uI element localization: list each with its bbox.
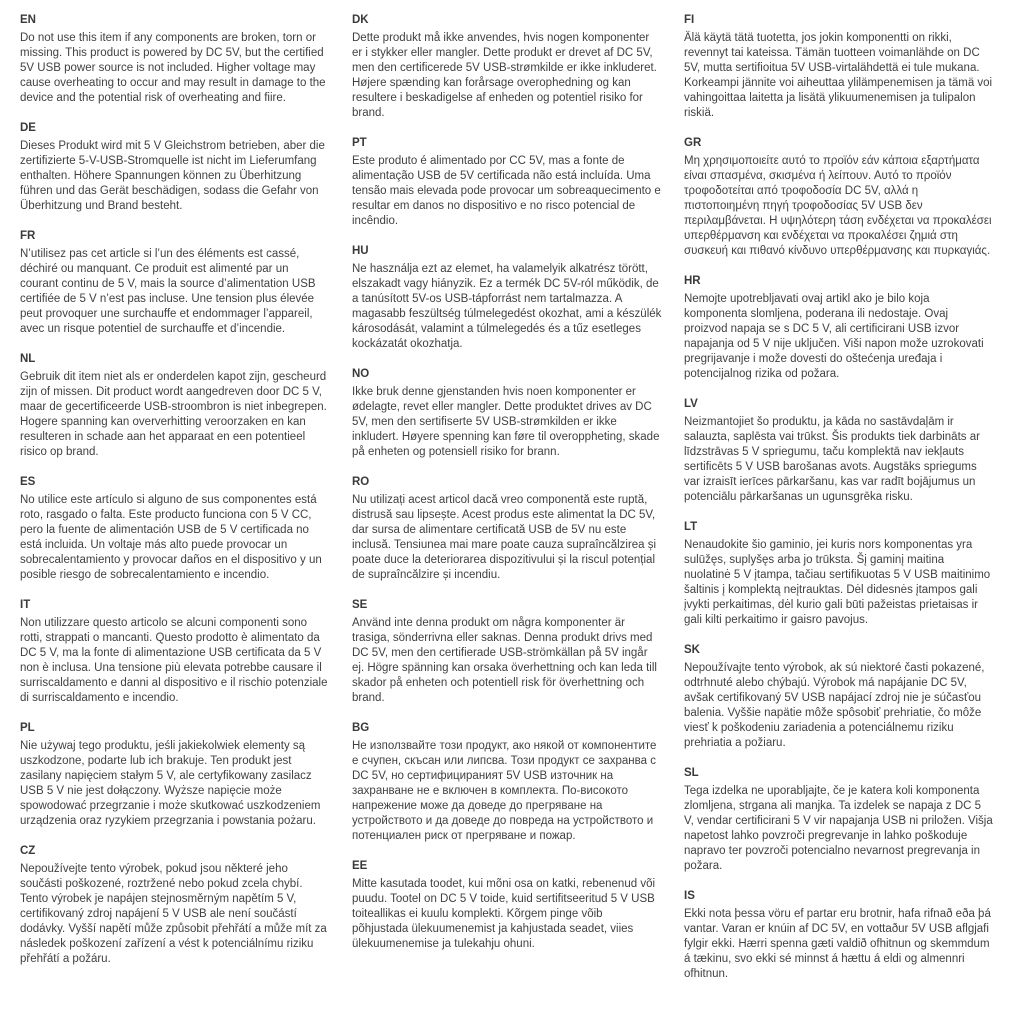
column-3 — [684, 13, 994, 997]
lang-paragraph: Μη χρησιμοποιείτε αυτό το προϊόν εάν κάποια εξαρτήματα είναι σπασμένα, σκισμένα ή λείπουν. Αυτό το προϊόν τροφοδοτείται από τροφοδοσία DC 5V, αλλά η πιστοποιημένη πηγή τροφοδοσίας 5V USB δεν περιλαμβάνεται. Η υψηλότερη τάση ενδέχεται να προκαλέσει υπερθέρμανση και ενδέχεται να προκαλέσει ζημιά στη συσκευή και πιθανό κίνδυνο υπερθέρμανσης και πυρκαγιάς. — [684, 155, 992, 257]
lang-paragraph: Använd inte denna produkt om några komponenter är trasiga, sönderrivna eller saknas. Denna produkt drivs med DC 5V, men den certifierade USB-strömkällan på 5V ingår ej. Högre spänning kan orsaka överhettning och kan leda till skador på enheten och potentiell risk för överhettning och brand. — [352, 617, 657, 704]
lang-section-fr — [20, 229, 330, 337]
lang-section-bg — [352, 721, 662, 844]
lang-section-es — [20, 475, 330, 583]
lang-section-lv — [684, 397, 994, 505]
lang-paragraph: Este produto é alimentado por CC 5V, mas a fonte de alimentação USB de 5V certificada não está incluída. Uma tensão mais elevada pode provocar um sobreaquecimento e resultar em danos no dispositivo e no risco potencial de incêndio. — [352, 155, 661, 227]
column-2 — [352, 13, 662, 997]
lang-section-se — [352, 598, 662, 706]
lang-paragraph: Nenaudokite šio gaminio, jei kuris nors komponentas yra sulūžęs, suplyšęs arba jo trūksta. Šį gaminį maitina nuolatinė 5 V įtampa, tačiau sertifikuotas 5 V USB maitinimo šaltinis į komplektą neįtrauktas. Dėl didesnės įtampos gali įvykti perkaitimas, dėl kurio gali būti pažeistas prietaisas ir gali kilti perkaitimo ir gaisro pavojus. — [684, 539, 991, 626]
lang-section-ee — [352, 859, 662, 952]
lang-code-heading: HU — [352, 245, 369, 257]
lang-code-heading: NL — [20, 353, 36, 365]
lang-section-dk — [352, 13, 662, 121]
lang-section-gr — [684, 136, 994, 259]
lang-section-no — [352, 367, 662, 460]
lang-section-en — [20, 13, 330, 106]
lang-code-heading: SK — [684, 644, 700, 656]
column-1 — [20, 13, 330, 997]
lang-section-ro — [352, 475, 662, 583]
lang-code-heading: SL — [684, 767, 699, 779]
lang-code-heading: IT — [20, 599, 31, 611]
lang-code-heading: DK — [352, 14, 369, 26]
lang-section-hr — [684, 274, 994, 382]
lang-code-heading: HR — [684, 275, 701, 287]
lang-paragraph: Tega izdelka ne uporabljajte, če je katera koli komponenta zlomljena, strgana ali manjka. Ta izdelek se napaja z DC 5 V, vendar certificirani 5 V vir napajanja USB ni priložen. Višja napetost lahko povzroči pregrevanje in lahko poškoduje napravo ter povzroči potencialno nevarnost pregrevanja in požara. — [684, 785, 993, 872]
lang-section-is — [684, 889, 994, 982]
lang-section-fi — [684, 13, 994, 121]
lang-paragraph: Ekki nota þessa vöru ef partar eru brotnir, hafa rifnað eða þá vantar. Varan er knúin af DC 5V, en vottaður 5V USB aflgjafi fylgir ekki. Hærri spenna gæti valdið ofhitnun og skemmdum á tækinu, svo ekki sé minnst á hættu á eldi og almennri ofhitnun. — [684, 908, 991, 980]
lang-paragraph: Dieses Produkt wird mit 5 V Gleichstrom betrieben, aber die zertifizierte 5-V-USB-Stromquelle ist nicht im Lieferumfang enthalten. Höhere Spannungen können zu Überhitzung führen und das Gerät beschädigen, sodass die Gefahr von Überhitzung und Brand besteht. — [20, 140, 325, 212]
lang-paragraph: No utilice este artículo si alguno de sus componentes está roto, rasgado o falta. Este producto funciona con 5 V CC, pero la fuente de alimentación USB de 5 V certificada no está incluida. Un voltaje más alto puede provocar un sobrecalentamiento y provocar daños en el dispositivo y un posible riesgo de sobrecalentamiento e incendio. — [20, 494, 322, 581]
lang-paragraph: Nemojte upotrebljavati ovaj artikl ako je bilo koja komponenta slomljena, poderana ili nedostaje. Ovaj proizvod napaja se s DC 5 V, ali certificirani USB izvor napajanja od 5 V nije uključen. Viši napon može uzrokovati pregrijavanje i može dovesti do oštećenja uređaja i potencijalnog rizika od požara. — [684, 293, 984, 380]
lang-paragraph: Neizmantojiet šo produktu, ja kāda no sastāvdaļām ir salauzta, saplēsta vai trūkst. Šis produkts tiek darbināts ar līdzstrāvas 5 V spriegumu, taču komplektā nav iekļauts sertificēts 5 V USB barošanas avots. Augstāks spriegums var izraisīt ierīces pārkaršanu, kas var radīt bojājumus un potenciālu pārkaršanas un ugunsgrēka risku. — [684, 416, 980, 503]
lang-code-heading: BG — [352, 722, 370, 734]
lang-section-pl — [20, 721, 330, 829]
lang-section-nl — [20, 352, 330, 460]
lang-section-lt — [684, 520, 994, 628]
lang-section-it — [20, 598, 330, 706]
lang-paragraph: Älä käytä tätä tuotetta, jos jokin komponentti on rikki, revennyt tai kateissa. Tämän tuotteen voimanlähde on DC 5V, mutta sertifioitua 5V USB-virtalähdettä ei tule mukana. Korkeampi jännite voi aiheuttaa ylilämpenemisen ja tämä voi vahingoittaa laitetta ja lisätä ylikuumenemisen ja tulipalon riskiä. — [684, 32, 993, 119]
lang-paragraph: Do not use this item if any components are broken, torn or missing. This product is powered by DC 5V, but the certified 5V USB power source is not included. Higher voltage may cause overheating to occur and may result in damage to the device and the potential risk of overheating and fiire. — [20, 32, 326, 104]
lang-code-heading: LT — [684, 521, 698, 533]
lang-code-heading: FI — [684, 14, 695, 26]
lang-section-pt — [352, 136, 662, 229]
lang-code-heading: LV — [684, 398, 698, 410]
lang-paragraph: Ikke bruk denne gjenstanden hvis noen komponenter er ødelagte, revet eller mangler. Dette produktet drives av DC 5V, men den sertifiserte 5V USB-strømkilden er ikke inkludert. Høyere spenning kan føre til overoppheting, skade på enheten og potensiell risiko for brann. — [352, 386, 660, 458]
lang-code-heading: CZ — [20, 845, 36, 857]
lang-section-sk — [684, 643, 994, 751]
lang-paragraph: Nu utilizați acest articol dacă vreo componentă este ruptă, distrusă sau lipsește. Acest produs este alimentat la DC 5V, dar sursa de alimentare certificată USB de 5V nu este inclusă. Tensiunea mai mare poate cauza supraîncălzirea și poate duce la deteriorarea dispozitivului și la riscul potențial de supraîncălzire și incendiu. — [352, 494, 657, 581]
lang-paragraph: Mitte kasutada toodet, kui mõni osa on katki, rebenenud või puudu. Tootel on DC 5 V toide, kuid sertifitseeritud 5 V USB toiteallikas ei kuulu komplekti. Kõrgem pinge võib põhjustada ülekuumenemist ja kahjustada seadet, viies ülekuumenemise ja tulekahju ohuni. — [352, 878, 656, 950]
lang-paragraph: Non utilizzare questo articolo se alcuni componenti sono rotti, strappati o mancanti. Questo prodotto è alimentato da DC 5 V, ma la fonte di alimentazione USB certificata da 5 V non è inclusa. Una tensione più elevata potrebbe causare il surriscaldamento e danni al dispositivo e il rischio potenziale di surriscaldamento e incendio. — [20, 617, 328, 704]
lang-code-heading: SE — [352, 599, 368, 611]
lang-paragraph: Dette produkt må ikke anvendes, hvis nogen komponenter er i stykker eller mangler. Dette produkt er drevet af DC 5V, men den certificerede 5V USB-strømkilde er ikke inkluderet. Højere spænding kan forårsage overophedning og kan resultere i beskadigelse af enheden og potentiel risiko for brand. — [352, 32, 657, 119]
lang-code-heading: IS — [684, 890, 695, 902]
lang-paragraph: Не използвайте този продукт, ако някой от компонентите е счупен, скъсан или липсва. Този продукт се захранва с DC 5V, но сертифицираният 5V USB източник на захранване не е включен в комплекта. По-високото напрежение може да доведе до прегряване на устройството и да доведе до повреда на устройството и потенциален риск от прегряване и пожар. — [352, 740, 657, 842]
lang-paragraph: Ne használja ezt az elemet, ha valamelyik alkatrész törött, elszakadt vagy hiányzik. Ez a termék DC 5V-ról működik, de a tanúsított 5V-os USB-tápforrást nem tartalmazza. A magasabb feszültség túlmelegedést okozhat, ami a készülék károsodását, valamint a túlmelegedés és a tűz esetleges kockázatát okozhatja. — [352, 263, 662, 350]
lang-paragraph: Nepoužívejte tento výrobek, pokud jsou některé jeho součásti poškozené, roztržené nebo pokud zcela chybí. Tento výrobek je napájen stejnosměrným napětím 5 V, certifikovaný zdroj napájení 5 V USB ale není součástí dodávky. Vyšší napětí může způsobit přehřátí a může mít za následek poškození zařízení a vést k potenciálnímu riziku přehřátí a požáru. — [20, 863, 327, 965]
lang-code-heading: FR — [20, 230, 36, 242]
lang-paragraph: Nie używaj tego produktu, jeśli jakiekolwiek elementy są uszkodzone, podarte lub ich brakuje. Ten produkt jest zasilany napięciem stałym 5 V, ale certyfikowany zasilacz USB 5 V nie jest dołączony. Wyższe napięcie może spowodować przegrzanie i może skutkować uszkodzeniem urządzenia oraz ryzykiem przegrzania i powstania pożaru. — [20, 740, 321, 827]
lang-code-heading: NO — [352, 368, 370, 380]
lang-code-heading: GR — [684, 137, 702, 149]
lang-paragraph: N’utilisez pas cet article si l’un des éléments est cassé, déchiré ou manquant. Ce produit est alimenté par un courant continu de 5 V, mais la source d’alimentation USB certifiée de 5 V n’est pas incluse. Une tension plus élevée peut provoquer une surchauffe et endommager l’appareil, avec un risque potentiel de surchauffe et d’incendie. — [20, 248, 316, 335]
lang-paragraph: Nepoužívajte tento výrobok, ak sú niektoré časti pokazené, odtrhnuté alebo chýbajú. Výrobok má napájanie DC 5V, avšak certifikovaný 5V USB napájací zdroj nie je súčasťou balenia. Vyššie napätie môže spôsobiť prehriatie, čo môže viesť k poškodeniu zariadenia a potenciálnemu riziku prehriatia a požiaru. — [684, 662, 985, 749]
lang-section-sl — [684, 766, 994, 874]
lang-code-heading: EN — [20, 14, 36, 26]
lang-code-heading: PT — [352, 137, 367, 149]
lang-code-heading: ES — [20, 476, 36, 488]
lang-section-cz — [20, 844, 330, 967]
lang-code-heading: PL — [20, 722, 35, 734]
lang-code-heading: DE — [20, 122, 36, 134]
lang-section-de — [20, 121, 330, 214]
lang-paragraph: Gebruik dit item niet als er onderdelen kapot zijn, gescheurd zijn of missen. Dit product wordt aangedreven door DC 5 V, maar de gecertificeerde USB-stroombron is niet inbegrepen. Hogere spanning kan oververhitting veroorzaken en kan resulteren in schade aan het apparaat en een potentieel risico op brand. — [20, 371, 327, 458]
lang-section-hu — [352, 244, 662, 352]
lang-code-heading: RO — [352, 476, 370, 488]
lang-code-heading: EE — [352, 860, 368, 872]
